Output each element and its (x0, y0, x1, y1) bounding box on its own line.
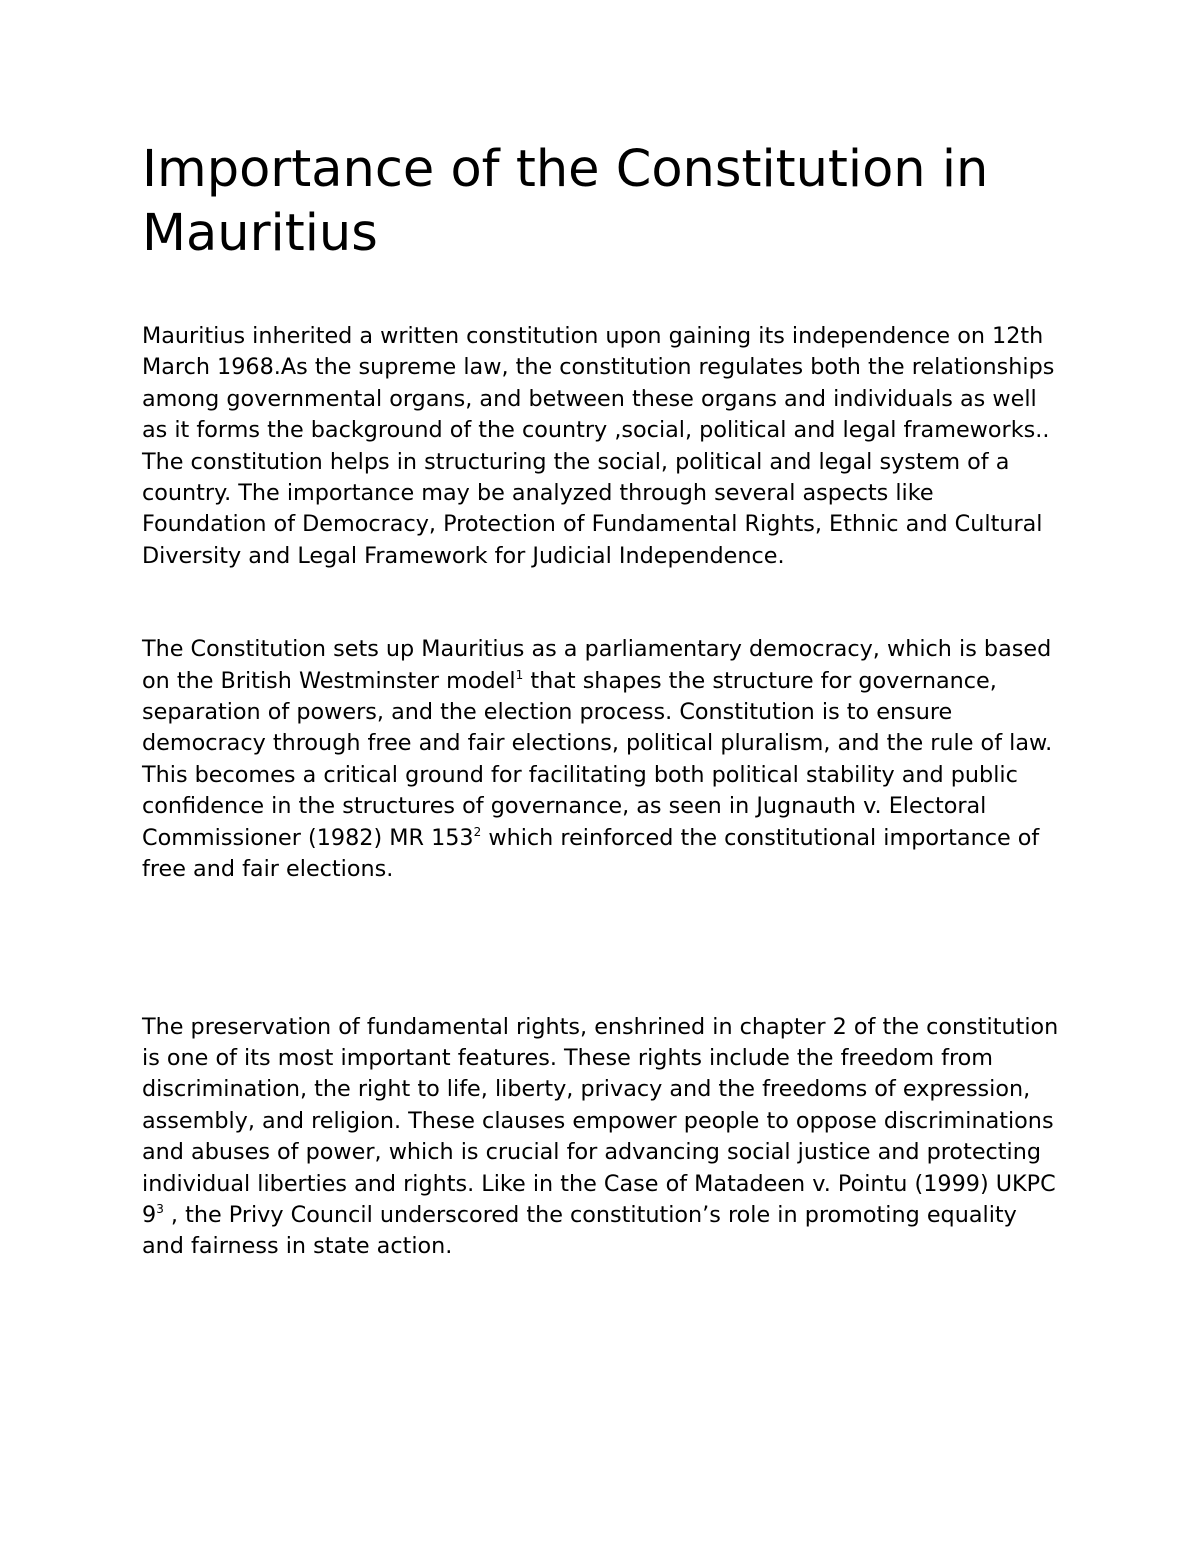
footnote-reference: 3 (156, 1201, 164, 1216)
footnote-reference: 2 (473, 824, 482, 839)
paragraph-text: The Constitution sets up Mauritius as a parliamentary democracy, which is based on the British Westminster model (142, 636, 1052, 694)
paragraph-text: The preservation of fundamental rights, enshrined in chapter 2 of the constitution is one of its most important features. These rights include the freedom from discrimination, the right to life, liberty, privacy and the freedoms of expression, assembly, and religion. These clauses empower people to oppose discriminations and abuses of power, which is crucial for advancing social justice and protecting individual liberties and rights. Like in the Case of Matadeen v. Pointu (1999) UKPC 9 (142, 1013, 1059, 1228)
paragraph-text: that shapes the structure for governance, separation of powers, and the election process. Constitution is to ensure democracy through free and fair elections, political pluralism, and the rule of law. This becomes a critical ground for facilitating both political stability and public confidence in the structures of governance, as seen in Jugnauth v. Electoral Commissioner (1982) MR 153 (142, 667, 1053, 851)
paragraph-introduction: Mauritius inherited a written constitution upon gaining its independence on 12th March 1968.As the supreme law, the constitution regulates both the relationships among governmental organs, and between these organs and individuals as well as it forms the background of the country ,social, political and legal frameworks.. The constitution helps in structuring the social, political and legal system of a country. The importance may be analyzed through several aspects like Foundation of Democracy, Protection of Fundamental Rights, Ethnic and Cultural Diversity and Legal Framework for Judicial Independence. (142, 323, 1055, 569)
footnote-reference: 1 (515, 667, 524, 682)
paragraph-text: , the Privy Council underscored the constitution’s role in promoting equality and fairness in state action. (142, 1201, 1017, 1260)
document-title: Importance of the Constitution in Mauritius (142, 140, 989, 263)
paragraph-democracy (142, 634, 1062, 885)
paragraph-fundamental-rights (142, 1012, 1062, 1263)
paragraph-text: which reinforced the constitutional importance of free and fair elections. (142, 824, 1040, 883)
document-body (142, 138, 1062, 1263)
